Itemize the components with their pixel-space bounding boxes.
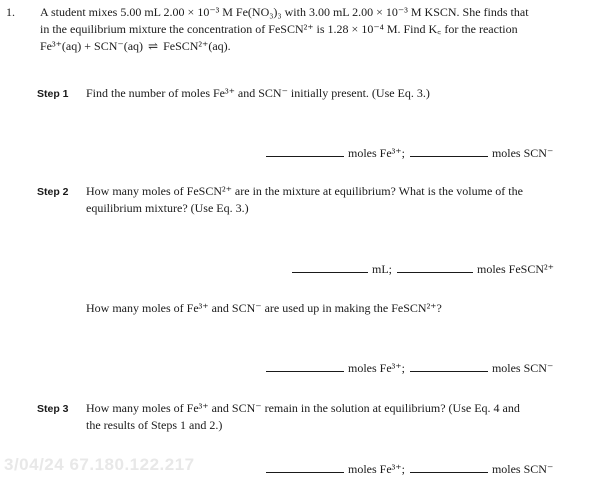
problem-line-3 xyxy=(40,38,231,54)
step-1-answer-scn-blank[interactable] xyxy=(410,145,488,157)
step-3-unit-fe: moles Fe³⁺; xyxy=(348,462,405,476)
step-2-sub-unit-scn: moles SCN⁻ xyxy=(491,361,554,375)
reaction-reactants: Fe³⁺(aq) + SCN⁻(aq) xyxy=(40,39,144,53)
problem-number: 1. xyxy=(6,5,15,19)
step-3-text-line-2: the results of Steps 1 and 2.) xyxy=(86,418,223,432)
step-3-label: Step 3 xyxy=(37,403,69,415)
problem-line-2: in the equilibrium mixture the concentration of FeSCN²⁺ is 1.28 × 10⁻⁴ M. Find K꜀ for the reaction xyxy=(40,22,518,36)
step-3-answer-row xyxy=(266,461,553,477)
step-2-label: Step 2 xyxy=(37,186,69,198)
step-2-unit-ml: mL; xyxy=(372,262,392,276)
step-2-answer-row xyxy=(292,261,554,277)
step-1-text: Find the number of moles Fe³⁺ and SCN⁻ initially present. (Use Eq. 3.) xyxy=(86,86,430,100)
step-1-label: Step 1 xyxy=(37,88,69,100)
step-1-unit-fe: moles Fe³⁺; xyxy=(348,146,405,160)
step-2-sub-question: How many moles of Fe³⁺ and SCN⁻ are used up in making the FeSCN²⁺? xyxy=(86,301,442,315)
step-2-sub-answer-scn-blank[interactable] xyxy=(410,360,488,372)
step-3-answer-fe-blank[interactable] xyxy=(266,461,344,473)
step-2-sub-answer-fe-blank[interactable] xyxy=(266,360,344,372)
step-2-sub-answer-row xyxy=(266,360,553,376)
step-1-unit-scn: moles SCN⁻ xyxy=(491,146,554,160)
step-3-answer-scn-blank[interactable] xyxy=(410,461,488,473)
step-2-answer-volume-blank[interactable] xyxy=(292,261,368,273)
step-2-answer-fescn-blank[interactable] xyxy=(397,261,473,273)
step-2-text-line-1: How many moles of FeSCN²⁺ are in the mixture at equilibrium? What is the volume of the xyxy=(86,184,523,198)
step-2-text-line-2: equilibrium mixture? (Use Eq. 3.) xyxy=(86,201,249,215)
step-3-text-line-1: How many moles of Fe³⁺ and SCN⁻ remain in the solution at equilibrium? (Use Eq. 4 and xyxy=(86,401,520,415)
step-1-answer-row xyxy=(266,145,553,161)
step-2-sub-unit-fe: moles Fe³⁺; xyxy=(348,361,405,375)
step-2-unit-fescn: moles FeSCN²⁺ xyxy=(477,262,554,276)
watermark: 3/04/24 67.180.122.217 xyxy=(4,455,195,474)
problem-line-1: A student mixes 5.00 mL 2.00 × 10⁻³ M Fe(NO₃)₃ with 3.00 mL 2.00 × 10⁻³ M KSCN. She finds that xyxy=(40,5,529,19)
step-1-answer-fe-blank[interactable] xyxy=(266,145,344,157)
reaction-products: FeSCN²⁺(aq). xyxy=(163,39,231,53)
step-3-unit-scn: moles SCN⁻ xyxy=(491,462,554,476)
equilibrium-arrow-icon: ⇌ xyxy=(148,39,159,53)
